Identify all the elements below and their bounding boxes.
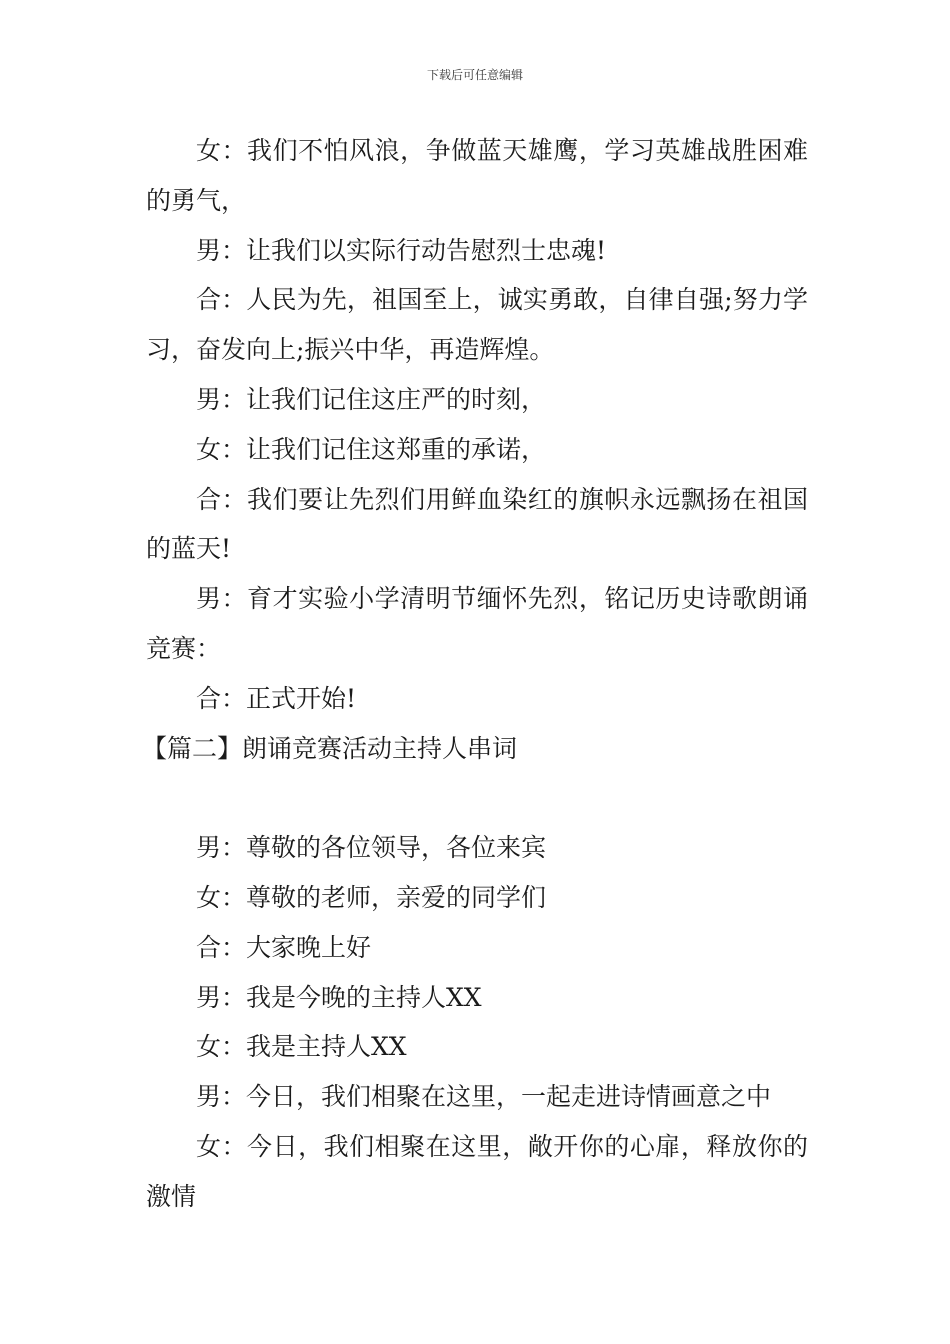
paragraph: 男：育才实验小学清明节缅怀先烈，铭记历史诗歌朗诵竞赛： — [146, 584, 808, 663]
paragraph: 合：大家晚上好 — [196, 932, 372, 962]
paragraph: 女：尊敬的老师，亲爱的同学们 — [196, 882, 547, 912]
blank-line — [146, 773, 808, 823]
paragraph: 男：尊敬的各位领导，各位来宾 — [196, 833, 547, 863]
paragraph: 女：让我们记住这郑重的承诺， — [196, 434, 547, 464]
page-header: 下载后可任意编辑 — [426, 68, 523, 82]
paragraph: 女：我们不怕风浪，争做蓝天雄鹰，学习英雄战胜困难的勇气， — [146, 136, 808, 215]
paragraph: 女：我是主持人XX — [196, 1032, 407, 1062]
paragraph: 男：让我们以实际行动告慰烈士忠魂! — [196, 235, 607, 265]
paragraph: 男：我是今晚的主持人XX — [196, 982, 482, 1012]
paragraph: 男：让我们记住这庄严的时刻， — [196, 384, 547, 414]
paragraph: 男：今日，我们相聚在这里，一起走进诗情画意之中 — [196, 1082, 772, 1112]
paragraph: 合：我们要让先烈们用鲜血染红的旗帜永远飘扬在祖国的蓝天! — [146, 484, 808, 564]
paragraph: 合：正式开始! — [196, 683, 357, 713]
paragraph: 合：人民为先，祖国至上，诚实勇敢，自律自强;努力学习，奋发向上;振兴中华，再造辉煌。 — [146, 285, 808, 365]
document-body — [142, 126, 808, 1222]
paragraph: 女：今日，我们相聚在这里，敞开你的心扉，释放你的激情 — [146, 1131, 808, 1211]
section-heading: 【篇二】朗诵竞赛活动主持人串词 — [142, 733, 518, 763]
